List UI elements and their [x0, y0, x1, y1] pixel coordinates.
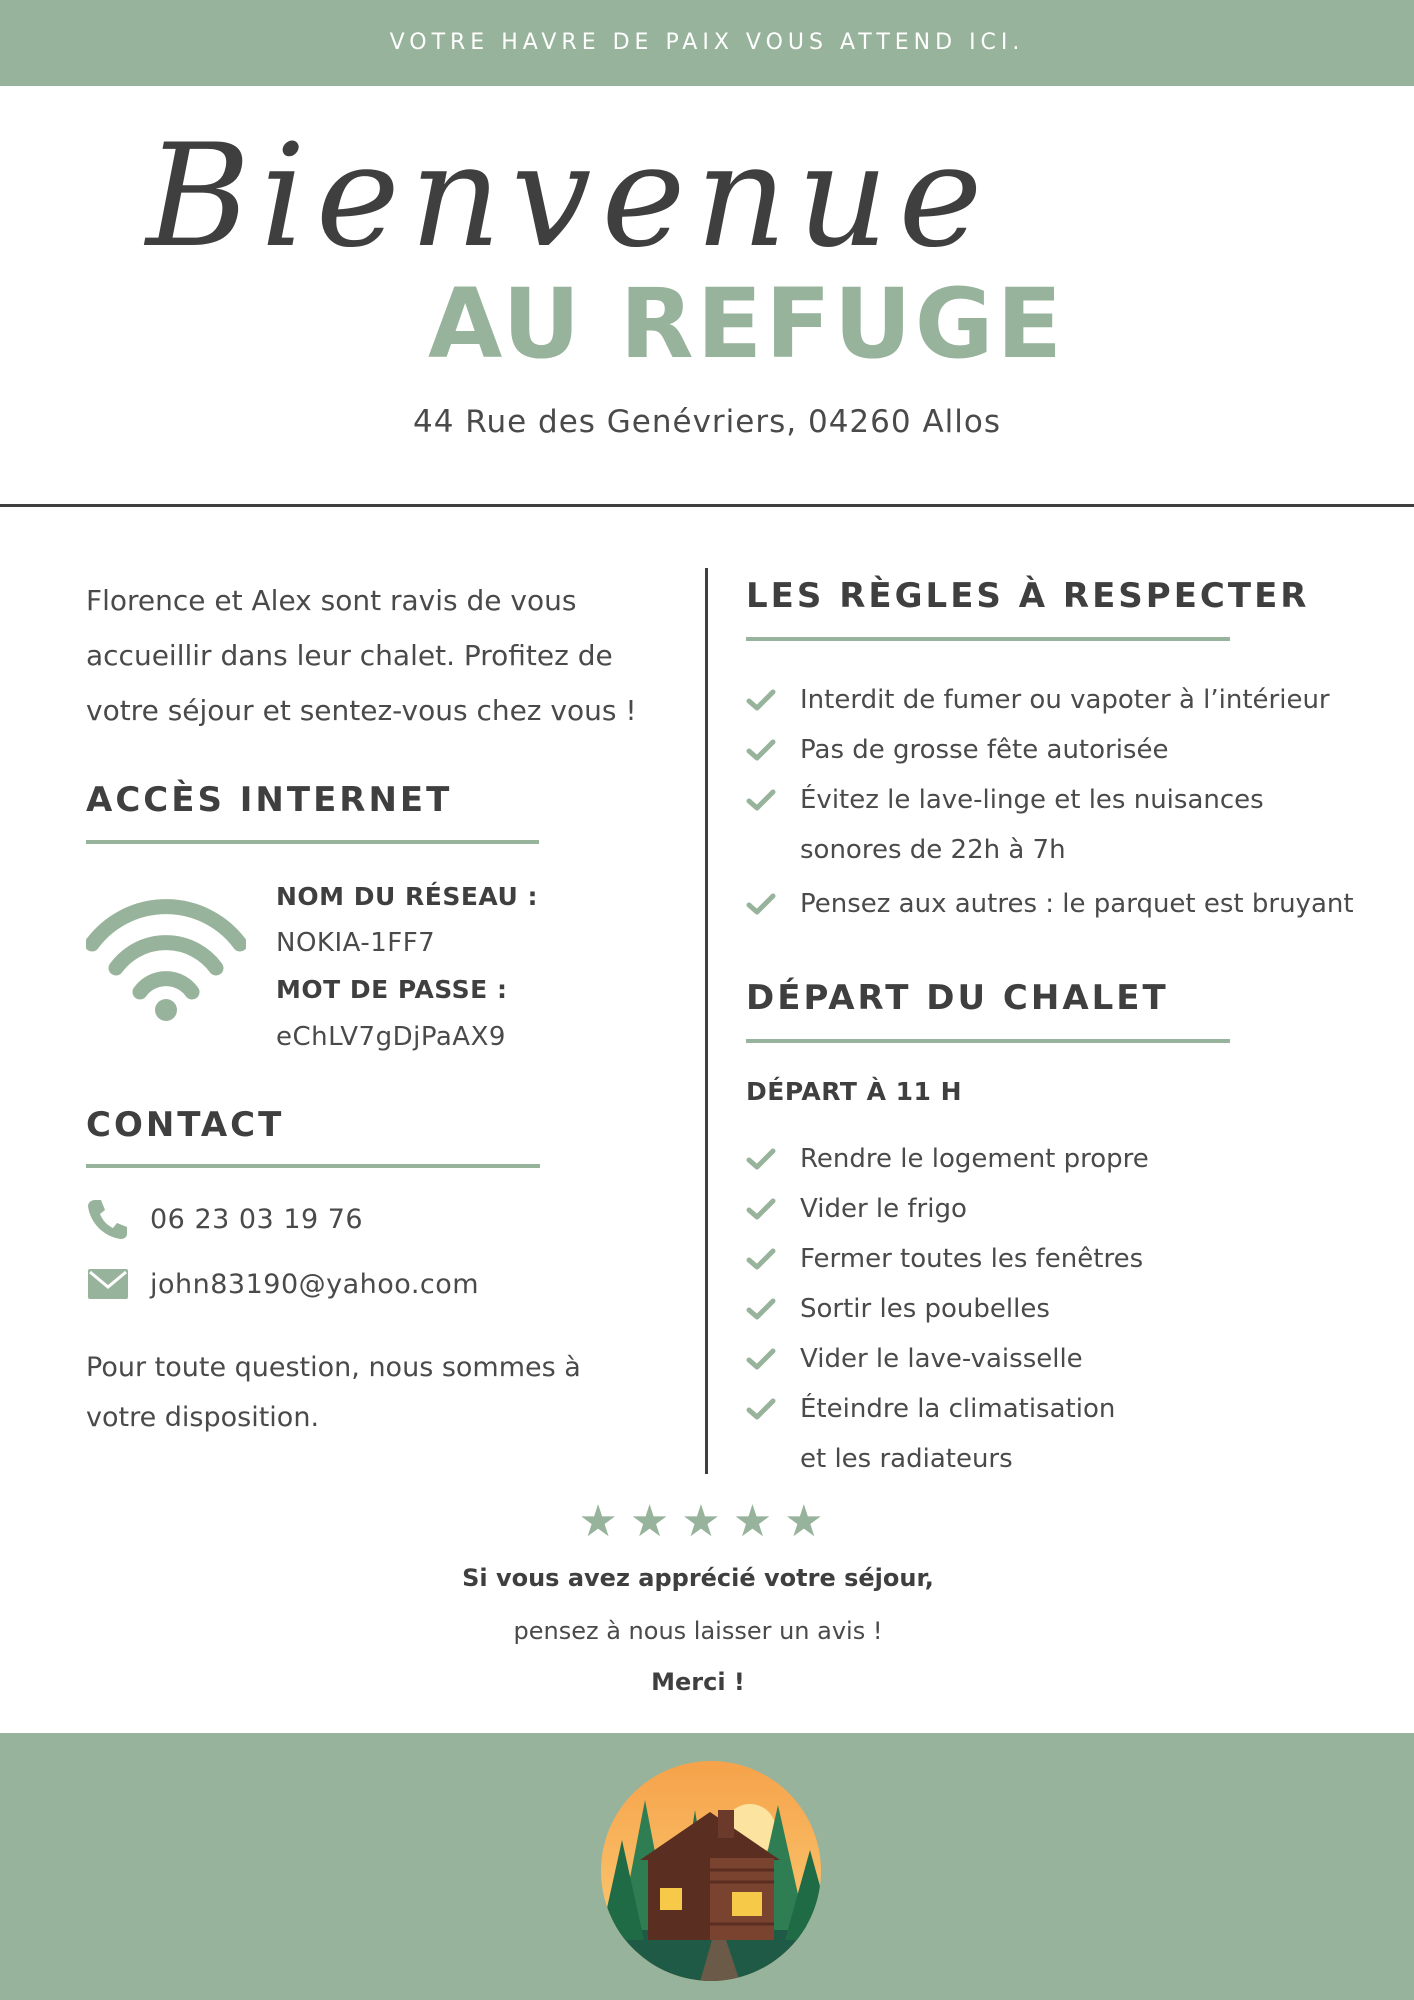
- check-icon: [746, 1396, 776, 1422]
- mail-icon: [86, 1262, 130, 1306]
- page-title: AU REFUGE: [428, 268, 1066, 380]
- departure-list: [746, 1134, 1149, 1484]
- review-line-2: pensez à nous laisser un avis !: [513, 1617, 883, 1645]
- internet-section-title: ACCÈS INTERNET: [86, 780, 453, 820]
- check-icon: [746, 1146, 776, 1172]
- network-name-value: NOKIA-1FF7: [276, 928, 436, 958]
- check-icon: [746, 1246, 776, 1272]
- rules-section-title: LES RÈGLES À RESPECTER: [746, 576, 1310, 616]
- network-name-label: NOM DU RÉSEAU :: [276, 882, 539, 911]
- rules-section-underline: [746, 637, 1230, 641]
- list-item: Éteindre la climatisation: [746, 1384, 1149, 1434]
- list-item: Interdit de fumer ou vapoter à l’intérieur: [746, 675, 1354, 725]
- contact-phone: 06 23 03 19 76: [150, 1203, 364, 1235]
- password-label: MOT DE PASSE :: [276, 975, 508, 1004]
- check-icon: [746, 737, 776, 763]
- top-banner: [0, 0, 1414, 86]
- review-line-3: Merci !: [651, 1668, 745, 1696]
- script-title: Bienvenue: [146, 114, 993, 279]
- cabin-illustration-icon: [600, 1760, 822, 1982]
- banner-text: VOTRE HAVRE DE PAIX VOUS ATTEND ICI.: [389, 30, 1025, 55]
- list-item: Vider le frigo: [746, 1184, 1149, 1234]
- rules-list: [746, 675, 1354, 929]
- departure-time: DÉPART À 11 H: [746, 1077, 963, 1106]
- check-icon: [746, 687, 776, 713]
- departure-section-title: DÉPART DU CHALET: [746, 978, 1169, 1018]
- wifi-icon: [86, 896, 246, 1022]
- list-item: sonores de 22h à 7h: [800, 835, 1066, 865]
- check-icon: [746, 787, 776, 813]
- check-icon: [746, 1196, 776, 1222]
- contact-section-underline: [86, 1164, 540, 1168]
- star-rating: ★★★★★: [578, 1496, 836, 1547]
- departure-section-underline: [746, 1039, 1230, 1043]
- contact-phone-row: [86, 1197, 364, 1241]
- list-item: Évitez le lave-linge et les nuisances: [746, 775, 1354, 825]
- check-icon: [746, 891, 776, 917]
- internet-section-underline: [86, 840, 539, 844]
- vertical-divider: [705, 568, 708, 1474]
- contact-email: john83190@yahoo.com: [150, 1268, 480, 1300]
- contact-section-title: CONTACT: [86, 1105, 285, 1145]
- horizontal-divider: [0, 504, 1414, 507]
- list-item: Pas de grosse fête autorisée: [746, 725, 1354, 775]
- intro-text: Florence et Alex sont ravis de vous accueillir dans leur chalet. Profitez de votre séjour et sentez-vous chez vous !: [86, 584, 637, 727]
- address: 44 Rue des Genévriers, 04260 Allos: [413, 404, 1001, 440]
- contact-email-row: [86, 1262, 480, 1306]
- list-item: Sortir les poubelles: [746, 1284, 1149, 1334]
- check-icon: [746, 1346, 776, 1372]
- password-value: eChLV7gDjPaAX9: [276, 1022, 506, 1052]
- list-item: et les radiateurs: [800, 1444, 1013, 1474]
- phone-icon: [86, 1197, 130, 1241]
- list-item: Vider le lave-vaisselle: [746, 1334, 1149, 1384]
- contact-outro-text: Pour toute question, nous sommes à votre disposition.: [86, 1352, 581, 1433]
- list-item: Pensez aux autres : le parquet est bruyant: [746, 879, 1354, 929]
- list-item: Rendre le logement propre: [746, 1134, 1149, 1184]
- review-line-1: Si vous avez apprécié votre séjour,: [462, 1564, 934, 1592]
- list-item: Fermer toutes les fenêtres: [746, 1234, 1149, 1284]
- check-icon: [746, 1296, 776, 1322]
